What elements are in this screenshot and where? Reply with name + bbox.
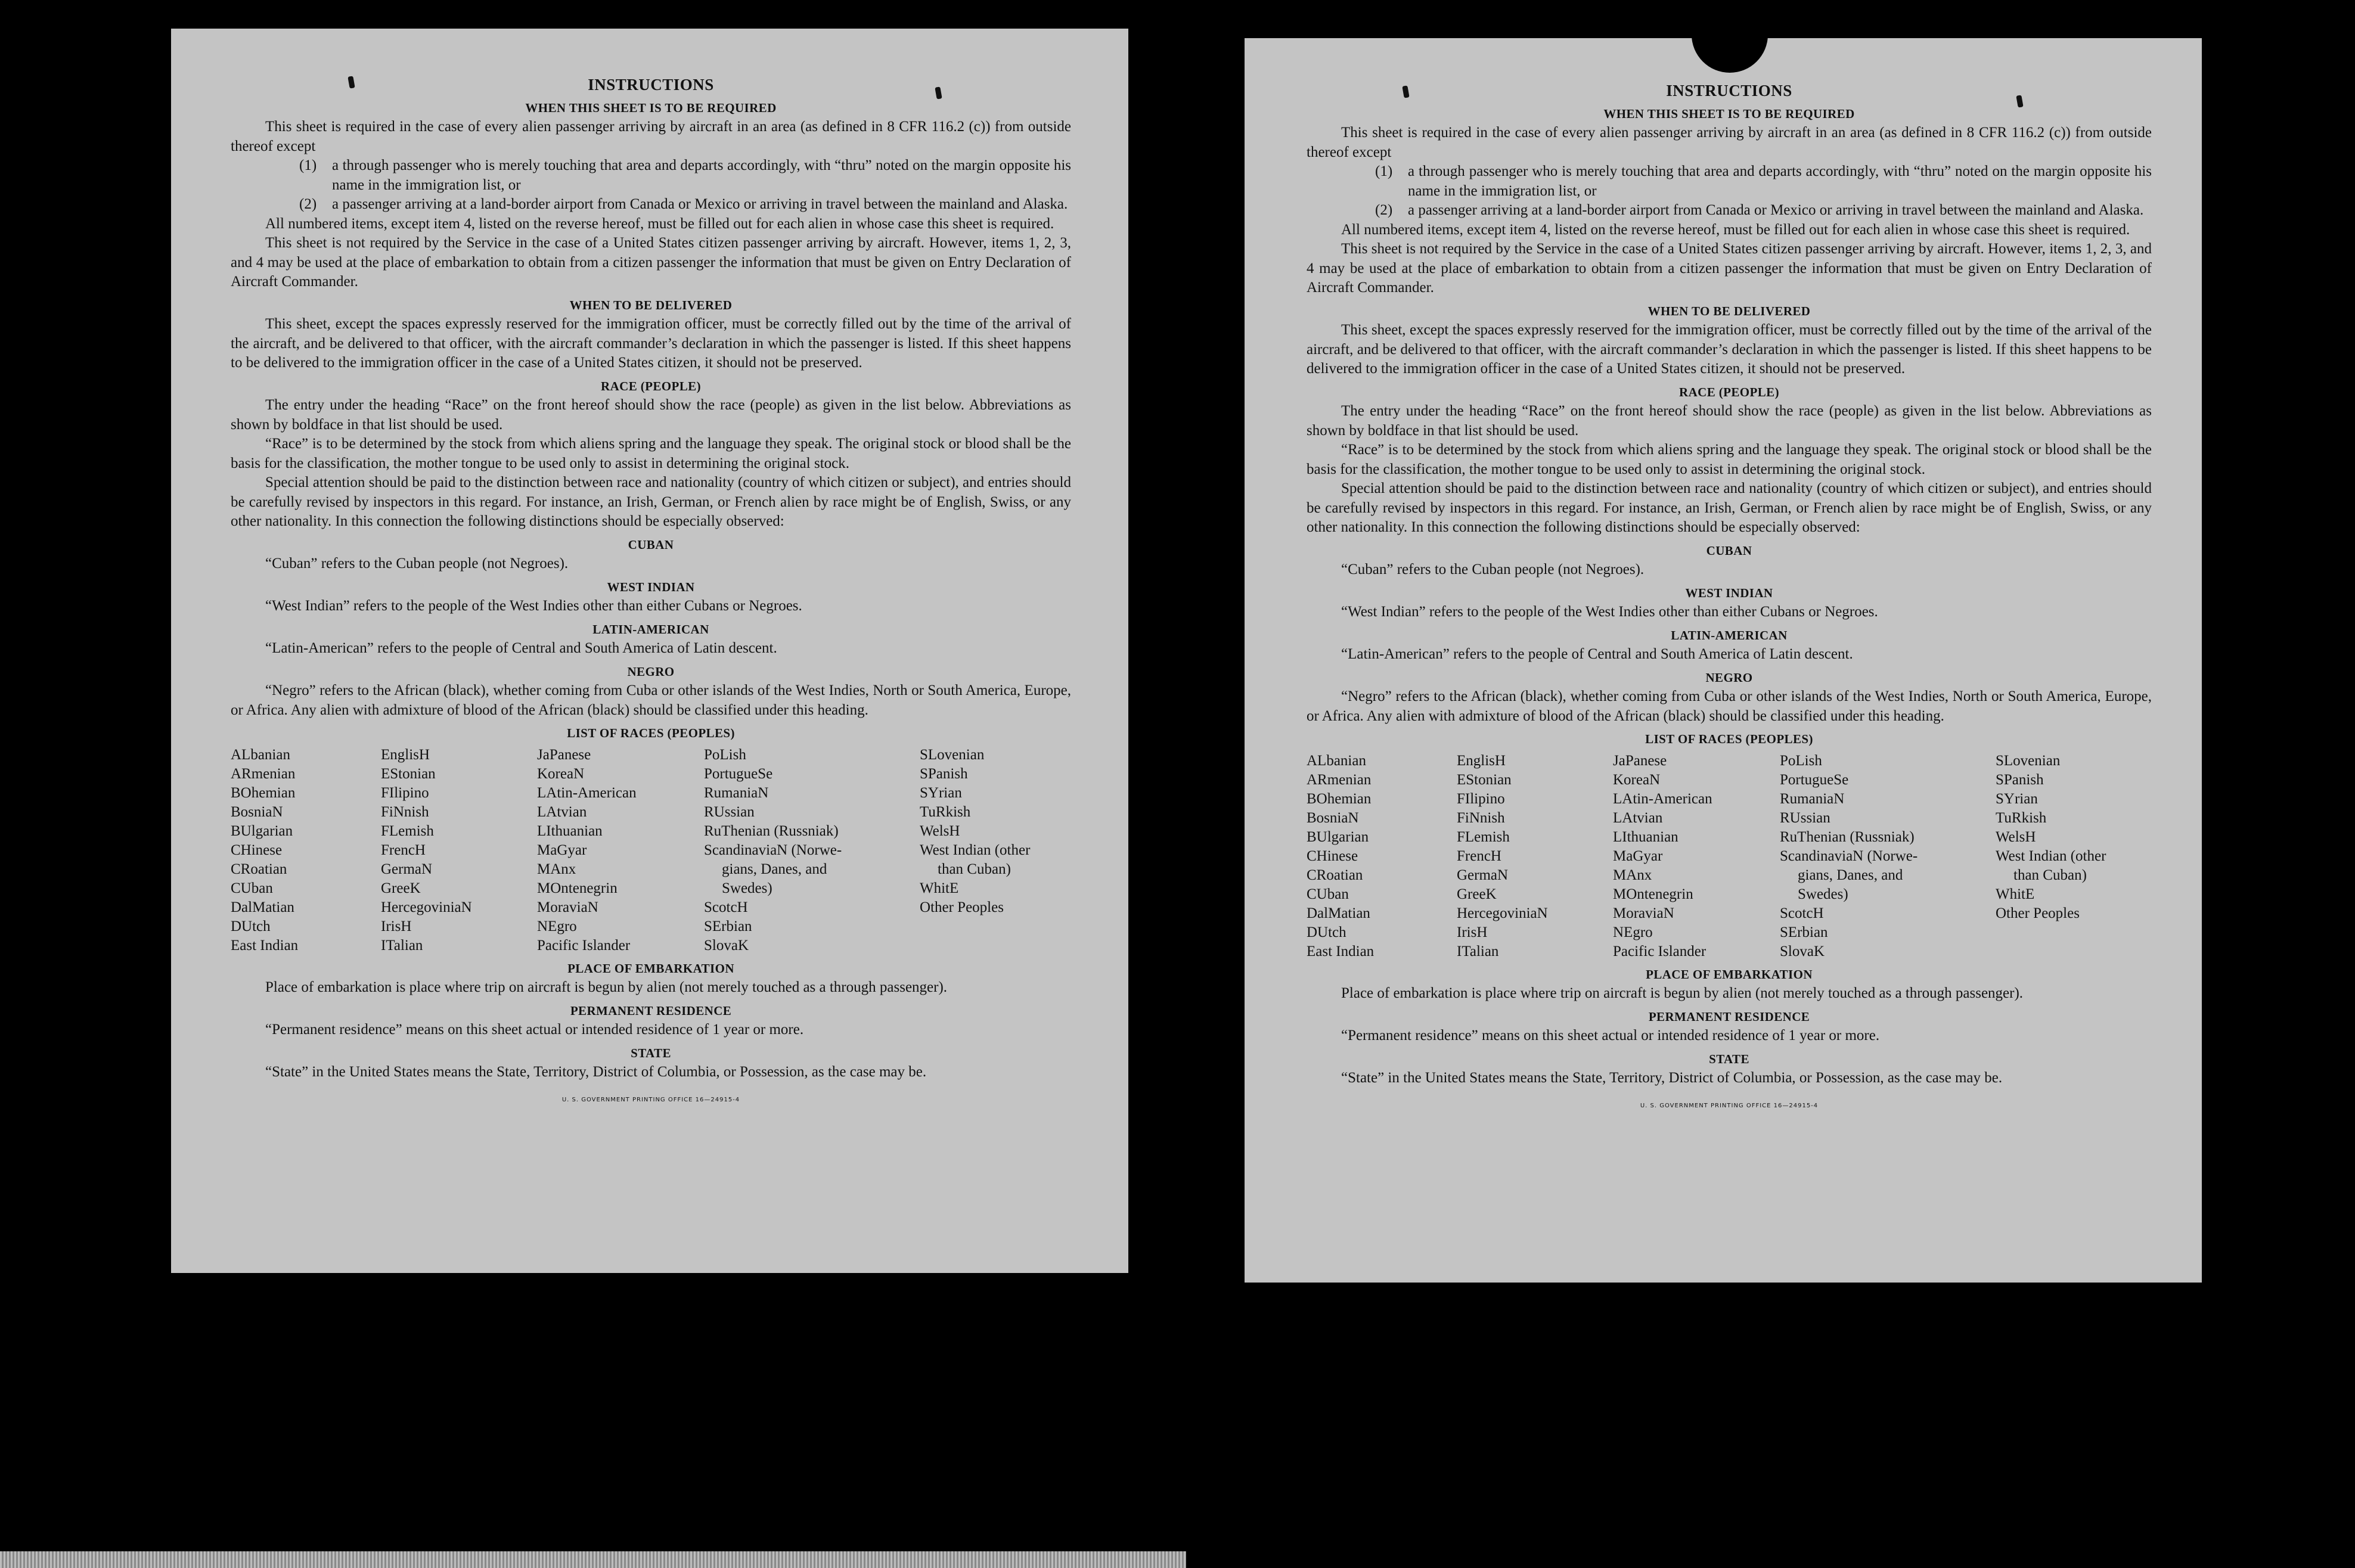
race-entry: TuRkish (920, 803, 971, 820)
heading-when-required: WHEN THIS SHEET IS TO BE REQUIRED (525, 100, 777, 115)
paragraph: “Race” is to be determined by the stock from which aliens spring and the language they speak. The original stock or blood shall be the basis for the classification, the mother tongue to be used only to assist in determining the original stock. (231, 436, 1071, 471)
race-entry: SLovenian (1996, 752, 2061, 769)
race-entry: ARmenian (231, 765, 296, 782)
paragraph: “Latin-American” refers to the people of Central and South America of Latin descent. (1341, 646, 1853, 662)
paragraph: “Permanent residence” means on this sheet actual or intended residence of 1 year or more. (1341, 1027, 1880, 1044)
paragraph: “Cuban” refers to the Cuban people (not Negroes). (265, 555, 569, 572)
races-column (231, 746, 381, 955)
paragraph: Special attention should be paid to the distinction between race and nationality (country of which citizen or subject), and entries should be carefully revised by inspectors in this regard. For instance, an Irish, German, or French alien by race might be of English, Swiss, or any other nationality. In this connection the following distinctions should be especially observed: (1307, 480, 2152, 535)
race-entry: BUlgarian (1307, 828, 1369, 845)
race-entry: West Indian (other (920, 842, 1031, 858)
race-entry: GermaN (1457, 867, 1509, 883)
exception-list (231, 156, 1071, 215)
race-entry: Swedes) (722, 880, 772, 896)
race-entry: MaGyar (1613, 847, 1663, 864)
paragraph: “Negro” refers to the African (black), whether coming from Cuba or other islands of the West Indies, North or South America, Europe, or Africa. Any alien with admixture of blood of the African (black) should be classified under this heading. (231, 682, 1071, 718)
paragraph: This sheet is required in the case of every alien passenger arriving by aircraft in an area (as defined in 8 CFR 116.2 (c)) from outside thereof except (1307, 125, 2152, 160)
race-entry: IrisH (1457, 924, 1488, 940)
race-entry: FiNnish (1457, 809, 1505, 826)
heading-negro: NEGRO (627, 664, 675, 679)
heading-west-indian: WEST INDIAN (1685, 585, 1773, 600)
race-entry: SErbian (704, 918, 752, 934)
race-entry: SYrian (1996, 790, 2038, 807)
heading-residence: PERMANENT RESIDENCE (1648, 1009, 1810, 1024)
instructions-text (231, 75, 1071, 1110)
races-column (1307, 752, 1457, 961)
race-entry: gians, Danes, and (1798, 867, 1903, 883)
race-entry: SErbian (1780, 924, 1828, 940)
heading-negro: NEGRO (1705, 670, 1753, 685)
heading-when-required: WHEN THIS SHEET IS TO BE REQUIRED (1603, 106, 1855, 121)
paragraph: The entry under the heading “Race” on the front hereof should show the race (people) as given in the list below. Abbreviations as shown by boldface in that list should be used. (231, 397, 1071, 433)
race-entry: DalMatian (1307, 905, 1370, 921)
race-entry: ITalian (381, 937, 423, 954)
heading-embarkation: PLACE OF EMBARKATION (567, 961, 734, 976)
race-entry: SlovaK (1780, 943, 1825, 960)
race-entry: RuThenian (Russniak) (1780, 828, 1915, 845)
races-column (1996, 752, 2152, 961)
race-entry: DalMatian (231, 899, 294, 915)
list-item: (2) a passenger arriving at a land-border airport from Canada or Mexico or arriving in travel between the mainland and Alaska. (1375, 202, 2144, 218)
race-entry: MoraviaN (1613, 905, 1674, 921)
race-entry: RumaniaN (704, 784, 769, 801)
race-entry: GreeK (1457, 886, 1497, 902)
race-entry: CHinese (231, 842, 283, 858)
race-entry: WelsH (1996, 828, 2036, 845)
races-table (1307, 752, 2152, 961)
heading-race: RACE (PEOPLE) (601, 378, 701, 393)
races-column (1457, 752, 1613, 961)
paragraph: All numbered items, except item 4, listed on the reverse hereof, must be filled out for each alien in whose case this sheet is required. (265, 215, 1054, 232)
race-entry: than Cuban) (938, 861, 1011, 877)
race-entry: GermaN (381, 861, 433, 877)
paragraph: “State” in the United States means the State, Territory, District of Columbia, or Possession, as the case may be. (1341, 1070, 2003, 1086)
paragraph: “Permanent residence” means on this sheet actual or intended residence of 1 year or more. (265, 1021, 804, 1038)
race-entry: East Indian (231, 937, 299, 954)
race-entry: FrencH (381, 842, 426, 858)
race-entry: BUlgarian (231, 822, 293, 839)
race-entry: FrencH (1457, 847, 1501, 864)
race-entry: MOntenegrin (537, 880, 618, 896)
heading-latin-american: LATIN-AMERICAN (1671, 628, 1788, 642)
race-entry: than Cuban) (2013, 867, 2087, 883)
race-entry: Pacific Islander (537, 937, 631, 954)
race-entry: PortugueSe (1780, 771, 1849, 788)
race-entry: RUssian (704, 803, 755, 820)
race-entry: CUban (1307, 886, 1349, 902)
list-item: (1) a through passenger who is merely touching that area and departs accordingly, with “thru” noted on the margin opposite his name in the immigration list, or (299, 157, 1071, 193)
list-item: (2) a passenger arriving at a land-border airport from Canada or Mexico or arriving in travel between the mainland and Alaska. (299, 196, 1068, 212)
race-entry: MOntenegrin (1613, 886, 1693, 902)
heading-when-delivered: WHEN TO BE DELIVERED (1647, 303, 1811, 318)
paragraph: This sheet is not required by the Service in the case of a United States citizen passenger arriving by aircraft. However, items 1, 2, 3, and 4 may be used at the place of embarkation to obtain from a citizen passenger the information that must be given on Entry Declaration of Aircraft Commander. (1307, 241, 2152, 296)
race-entry: CHinese (1307, 847, 1358, 864)
race-entry: LAtvian (1613, 809, 1663, 826)
race-entry: FIlipino (1457, 790, 1505, 807)
race-entry: NEgro (1613, 924, 1653, 940)
races-column (381, 746, 537, 955)
race-entry: KoreaN (537, 765, 585, 782)
exception-list (1307, 162, 2152, 221)
paragraph: “Race” is to be determined by the stock from which aliens spring and the language they speak. The original stock or blood shall be the basis for the classification, the mother tongue to be used only to assist in determining the original stock. (1307, 442, 2152, 477)
race-entry: BOhemian (231, 784, 296, 801)
race-entry: WelsH (920, 822, 960, 839)
race-entry: SPanish (1996, 771, 2044, 788)
races-column (1780, 752, 1996, 961)
race-entry: LAtvian (537, 803, 587, 820)
races-column (704, 746, 920, 955)
race-entry: CRoatian (1307, 867, 1363, 883)
race-entry: RumaniaN (1780, 790, 1845, 807)
paragraph: This sheet, except the spaces expressly reserved for the immigration officer, must be correctly filled out by the time of the arrival of the aircraft, and be delivered to that officer, with the aircraft commander’s declaration in which the passenger is listed. If this sheet happens to be delivered to the immigration officer in the case of a United States citizen, it should not be preserved. (1307, 322, 2152, 377)
races-column (537, 746, 704, 955)
race-entry: SLovenian (920, 746, 985, 763)
race-entry: ScotcH (704, 899, 748, 915)
heading-latin-american: LATIN-AMERICAN (592, 622, 709, 636)
race-entry: MaGyar (537, 842, 587, 858)
doc-title: INSTRUCTIONS (1666, 82, 1792, 100)
race-entry: FIlipino (381, 784, 429, 801)
race-entry: RUssian (1780, 809, 1830, 826)
race-entry: BOhemian (1307, 790, 1372, 807)
heading-west-indian: WEST INDIAN (607, 579, 695, 594)
paragraph: “State” in the United States means the State, Territory, District of Columbia, or Possession, as the case may be. (265, 1064, 927, 1080)
race-entry: Swedes) (1798, 886, 1848, 902)
doc-title: INSTRUCTIONS (588, 76, 714, 94)
paragraph: “Negro” refers to the African (black), whether coming from Cuba or other islands of the West Indies, North or South America, Europe, or Africa. Any alien with admixture of blood of the African (black) should be classified under this heading. (1307, 688, 2152, 724)
race-entry: LIthuanian (537, 822, 603, 839)
race-entry: GreeK (381, 880, 421, 896)
heading-cuban: CUBAN (628, 537, 674, 552)
race-entry: Pacific Islander (1613, 943, 1706, 960)
paragraph: All numbered items, except item 4, listed on the reverse hereof, must be filled out for each alien in whose case this sheet is required. (1341, 221, 2130, 238)
document-page-right (1245, 38, 2202, 1283)
instructions-text (1307, 81, 2152, 1116)
race-entry: JaPanese (537, 746, 591, 763)
paragraph: This sheet, except the spaces expressly reserved for the immigration officer, must be correctly filled out by the time of the arrival of the aircraft, and be delivered to that officer, with the aircraft commander’s declaration in which the passenger is listed. If this sheet happens to be delivered to the immigration officer in the case of a United States citizen, it should not be preserved. (231, 316, 1071, 371)
race-entry: EnglisH (1457, 752, 1506, 769)
paragraph: Place of embarkation is place where trip on aircraft is begun by alien (not merely touched as a through passenger). (265, 979, 948, 995)
races-table (231, 746, 1071, 955)
heading-races-list: LIST OF RACES (PEOPLES) (1645, 732, 1813, 746)
paragraph: This sheet is required in the case of every alien passenger arriving by aircraft in an area (as defined in 8 CFR 116.2 (c)) from outside thereof except (231, 119, 1071, 154)
race-entry: NEgro (537, 918, 577, 934)
race-entry: SPanish (920, 765, 968, 782)
heading-state: STATE (631, 1045, 671, 1060)
race-entry: EnglisH (381, 746, 430, 763)
heading-embarkation: PLACE OF EMBARKATION (1646, 967, 1813, 982)
race-entry: WhitE (1996, 886, 2035, 902)
races-column (1613, 752, 1780, 961)
paragraph: The entry under the heading “Race” on the front hereof should show the race (people) as given in the list below. Abbreviations as shown by boldface in that list should be used. (1307, 403, 2152, 439)
paragraph: Special attention should be paid to the distinction between race and nationality (country of which citizen or subject), and entries should be carefully revised by inspectors in this regard. For instance, an Irish, German, or French alien by race might be of English, Swiss, or any other nationality. In this connection the following distinctions should be especially observed: (231, 474, 1071, 529)
race-entry: LIthuanian (1613, 828, 1678, 845)
race-entry: ScotcH (1780, 905, 1824, 921)
race-entry: CUban (231, 880, 273, 896)
race-entry: EStonian (1457, 771, 1512, 788)
race-entry: EStonian (381, 765, 436, 782)
paragraph: “Latin-American” refers to the people of Central and South America of Latin descent. (265, 640, 777, 656)
race-entry: PortugueSe (704, 765, 773, 782)
race-entry: LAtin-American (537, 784, 637, 801)
paragraph: Place of embarkation is place where trip on aircraft is begun by alien (not merely touched as a through passenger). (1341, 985, 2024, 1001)
race-entry: WhitE (920, 880, 959, 896)
race-entry: ARmenian (1307, 771, 1372, 788)
heading-races-list: LIST OF RACES (PEOPLES) (567, 726, 735, 740)
heading-when-delivered: WHEN TO BE DELIVERED (569, 297, 733, 312)
race-entry: ScandinaviaN (Norwe- (1780, 847, 1918, 864)
race-entry: PoLish (704, 746, 746, 763)
race-entry: East Indian (1307, 943, 1374, 960)
race-entry: ScandinaviaN (Norwe- (704, 842, 842, 858)
race-entry: DUtch (231, 918, 271, 934)
race-entry: FLemish (381, 822, 434, 839)
races-column (920, 746, 1071, 955)
race-entry: BosniaN (231, 803, 283, 820)
heading-state: STATE (1709, 1051, 1749, 1066)
race-entry: ITalian (1457, 943, 1499, 960)
heading-cuban: CUBAN (1706, 543, 1752, 558)
race-entry: FiNnish (381, 803, 429, 820)
race-entry: SlovaK (704, 937, 749, 954)
document-page-left (171, 29, 1128, 1273)
film-edge-strip (0, 1551, 1186, 1568)
race-entry: MoraviaN (537, 899, 598, 915)
race-entry: CRoatian (231, 861, 287, 877)
race-entry: TuRkish (1996, 809, 2047, 826)
race-entry: ALbanian (1307, 752, 1366, 769)
race-entry: MAnx (537, 861, 576, 877)
heading-race: RACE (PEOPLE) (1679, 384, 1779, 399)
paragraph: This sheet is not required by the Service in the case of a United States citizen passenger arriving by aircraft. However, items 1, 2, 3, and 4 may be used at the place of embarkation to obtain from a citizen passenger the information that must be given on Entry Declaration of Aircraft Commander. (231, 235, 1071, 290)
race-entry: LAtin-American (1613, 790, 1712, 807)
race-entry: RuThenian (Russniak) (704, 822, 839, 839)
race-entry: HercegoviniaN (1457, 905, 1548, 921)
list-item: (1) a through passenger who is merely touching that area and departs accordingly, with “thru” noted on the margin opposite his name in the immigration list, or (1375, 163, 2152, 199)
heading-residence: PERMANENT RESIDENCE (570, 1003, 732, 1018)
race-entry: JaPanese (1613, 752, 1667, 769)
paragraph: “Cuban” refers to the Cuban people (not Negroes). (1341, 561, 1645, 577)
paragraph: “West Indian” refers to the people of the West Indies other than either Cubans or Negroes. (1341, 604, 1878, 620)
race-entry: IrisH (381, 918, 412, 934)
race-entry: DUtch (1307, 924, 1346, 940)
race-entry: ALbanian (231, 746, 290, 763)
race-entry: gians, Danes, and (722, 861, 827, 877)
race-entry: West Indian (other (1996, 847, 2106, 864)
torn-notch (1692, 38, 1768, 73)
printer-footer: U. S. GOVERNMENT PRINTING OFFICE 16—24915-4 (1640, 1102, 1819, 1109)
race-entry: MAnx (1613, 867, 1652, 883)
paragraph: “West Indian” refers to the people of the West Indies other than either Cubans or Negroes. (265, 598, 802, 614)
race-entry: Other Peoples (920, 899, 1004, 915)
race-entry: Other Peoples (1996, 905, 2080, 921)
race-entry: BosniaN (1307, 809, 1359, 826)
printer-footer: U. S. GOVERNMENT PRINTING OFFICE 16—24915-4 (561, 1096, 740, 1103)
race-entry: HercegoviniaN (381, 899, 472, 915)
race-entry: KoreaN (1613, 771, 1661, 788)
race-entry: FLemish (1457, 828, 1510, 845)
race-entry: SYrian (920, 784, 962, 801)
race-entry: PoLish (1780, 752, 1822, 769)
